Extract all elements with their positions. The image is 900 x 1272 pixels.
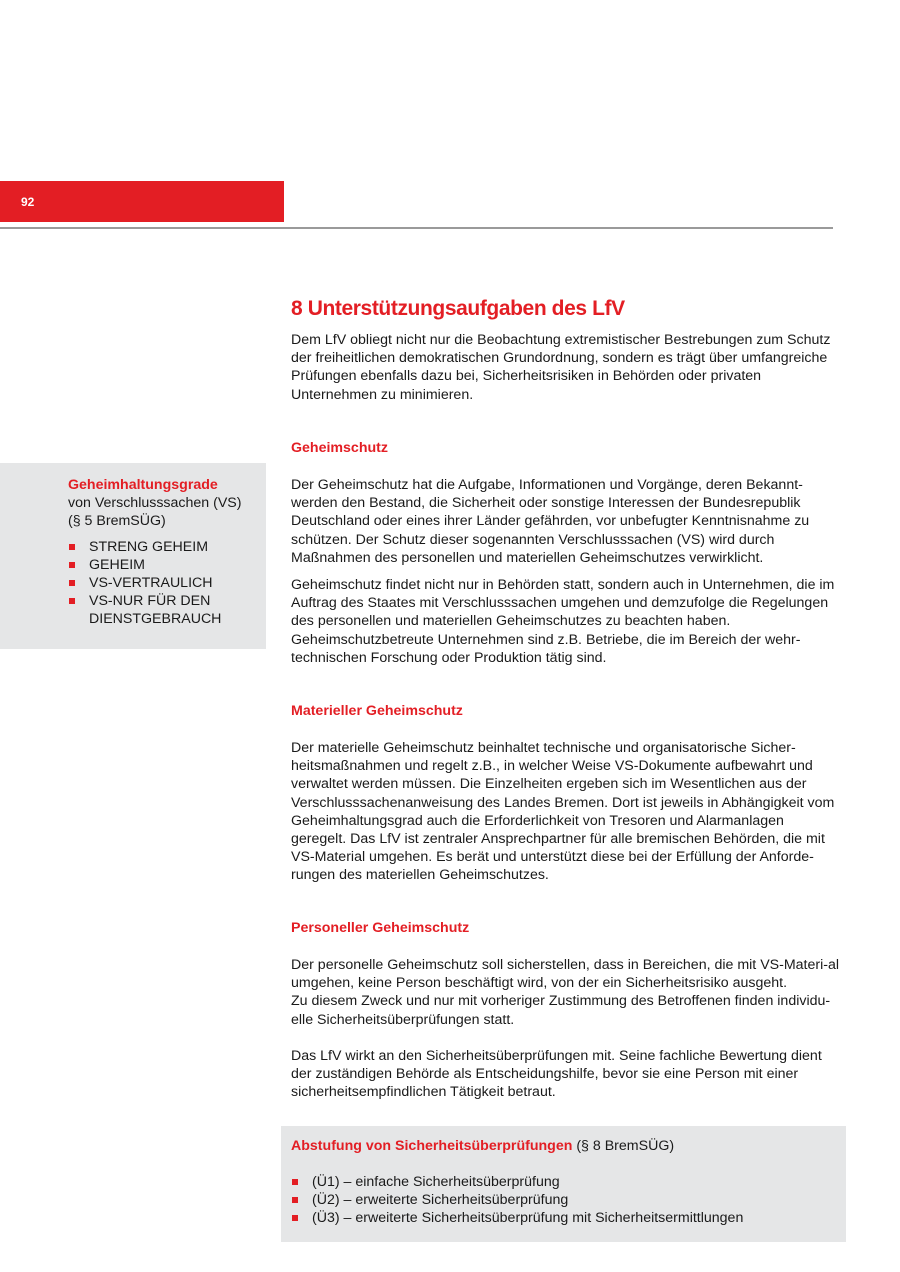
header-rule (0, 227, 833, 229)
bullet-square-icon (292, 1179, 298, 1185)
personell-paragraph-2: Das LfV wirkt an den Sicherheitsüberprüfungen mit. Seine fachliche Bewertung dient der zuständigen Behörde als Entscheidungshilfe, bevor sie eine Person mit einer sicherheitsempfindlichen Tätigkeit betraut. (291, 1048, 822, 1101)
page-number-tab (0, 181, 284, 222)
info-box-ref: (§ 8 BremSÜG) (572, 1138, 675, 1154)
materiell-p1-block (291, 739, 841, 885)
personell-p2-block (291, 1047, 841, 1102)
bullet-square-icon (292, 1197, 298, 1203)
personell-heading-block (291, 920, 841, 936)
list-item: VS-NUR FÜR DEN DIENSTGEBRAUCH (68, 592, 258, 628)
list-item: (Ü1) – einfache Sicherheitsüberprüfung (291, 1173, 841, 1191)
info-box-title-line (291, 1137, 841, 1155)
chapter-title: 8 Unterstützungsaufgaben des LfV (291, 297, 625, 320)
chapter-intro: Dem LfV obliegt nicht nur die Beobachtung extremistischer Bestrebungen zum Schutz der freiheitlichen demokratischen Grundordnung, sondern es trägt über umfangreiche Prüfungen ebenfalls dazu bei, Sicherheitsrisiken in Behörden oder privaten Unternehmen zu minimieren. (291, 332, 831, 403)
bullet-square-icon (69, 544, 75, 550)
list-item: (Ü2) – erweiterte Sicherheitsüberprüfung (291, 1191, 841, 1209)
list-item: VS-VERTRAULICH (68, 574, 258, 592)
geheimschutz-p1-block (291, 476, 841, 567)
bullet-square-icon (69, 598, 75, 604)
bullet-square-icon (69, 580, 75, 586)
page-number: 92 (21, 195, 35, 209)
info-box-title: Abstufung von Sicherheitsüberprüfungen (291, 1138, 573, 1154)
sidebar-content (68, 476, 258, 628)
sidebar-classification-box (0, 463, 266, 649)
materiell-paragraph-1: Der materielle Geheimschutz beinhaltet technische und organisatorische Sicher-heitsmaßnahmen und regelt z.B., in welcher Weise VS-Dokumente aufbewahrt und verwaltet werden müssen. Die Einzelheiten ergeben sich im Wesentlichen aus der Verschlusssachenanweisung des Landes Bremen. Dort ist jeweils in Abhängigkeit vom Geheimhaltungsgrad auch die Erforderlichkeit von Tresoren und Alarmanlagen geregelt. Das LfV ist zentraler Ansprechpartner für alle bremischen Behörden, die mit VS-Material umgehen. Es berät und unterstützt diese bei der Erfüllung der Anforde-rungen des materiellen Geheimschutzes. (291, 740, 835, 884)
list-item: GEHEIM (68, 556, 258, 574)
sidebar-subtitle-line2: (§ 5 BremSÜG) (68, 513, 166, 529)
geheimschutz-paragraph-1: Der Geheimschutz hat die Aufgabe, Informationen und Vorgänge, deren Bekannt-werden den Bestand, die Sicherheit oder sonstige Interessen der Bundesrepublik Deutschland oder eines ihrer Länder gefährden, vor unbefugter Kenntnisnahme zu schützen. Der Schutz dieser sogenannten Verschlusssachen (VS) wird durch Maßnahmen des personellen und materiellen Geheimschutzes verwirklicht. (291, 477, 810, 566)
security-check-levels-box (281, 1126, 846, 1242)
sidebar-subtitle-line1: von Verschlusssachen (VS) (68, 495, 242, 511)
chapter-intro-block (291, 331, 841, 404)
sidebar-title: Geheimhaltungsgrade (68, 477, 218, 493)
chapter-title-block (291, 297, 841, 321)
personell-p1-block (291, 956, 841, 1029)
geheimschutz-paragraph-2: Geheimschutz findet nicht nur in Behörden statt, sondern auch in Unternehmen, die im Auftrag des Staates mit Verschlusssachen umgehen und demzufolge die Regelungen des personellen und materiellen Geheimschutzes zu beachten haben. Geheimschutzbetreute Unternehmen sind z.B. Betriebe, die im Bereich der wehr-technischen Forschung oder Produktion tätig sind. (291, 577, 835, 666)
personell-paragraph-1b: Zu diesem Zweck und nur mit vorheriger Zustimmung des Betroffenen finden individu-elle Sicherheitsüberprüfungen statt. (291, 993, 831, 1028)
classification-list (68, 538, 258, 628)
personell-paragraph-1: Der personelle Geheimschutz soll sicherstellen, dass in Bereichen, die mit VS-Materi-al umgehen, keine Person beschäftigt wird, von der ein Sicherheitsrisiko ausgeht. (291, 957, 840, 992)
section-heading-geheimschutz: Geheimschutz (291, 440, 388, 456)
bullet-square-icon (292, 1215, 298, 1221)
materiell-heading-block (291, 703, 841, 719)
list-item: STRENG GEHEIM (68, 538, 258, 556)
security-check-list (291, 1173, 841, 1227)
section-heading-materiell: Materieller Geheimschutz (291, 703, 463, 719)
geheimschutz-heading-block (291, 440, 841, 456)
bullet-square-icon (69, 562, 75, 568)
geheimschutz-p2-block (291, 576, 841, 667)
list-item: (Ü3) – erweiterte Sicherheitsüberprüfung mit Sicherheitsermittlungen (291, 1209, 841, 1227)
info-box-content (291, 1137, 841, 1227)
section-heading-personell: Personeller Geheimschutz (291, 920, 470, 936)
